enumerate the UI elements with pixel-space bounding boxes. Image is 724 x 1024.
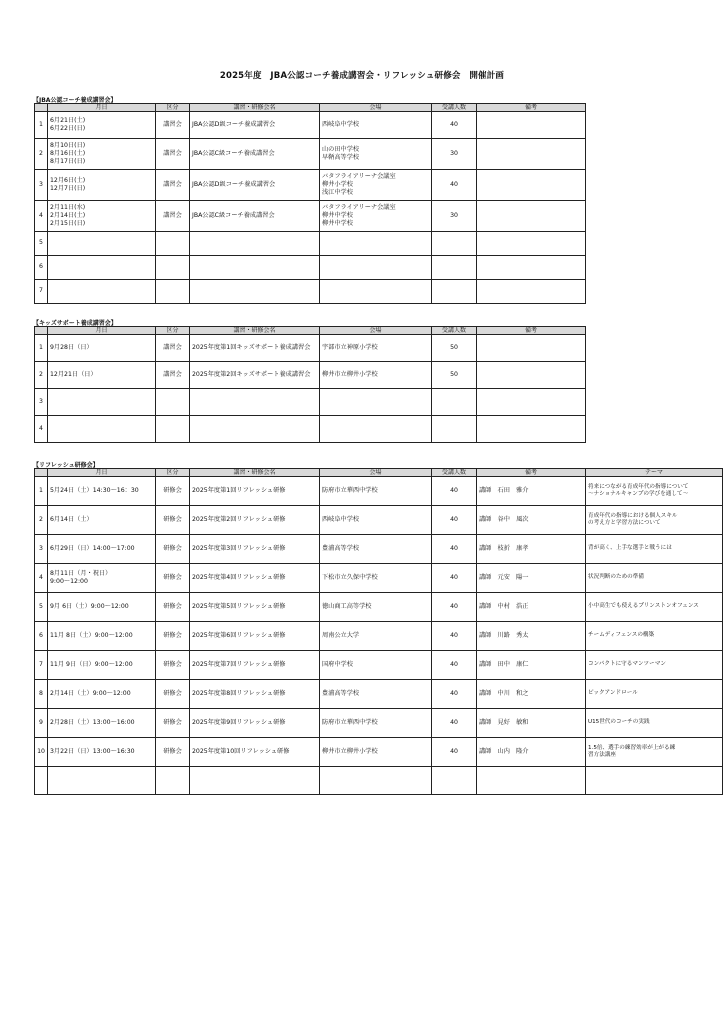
date-cell (48, 622, 156, 651)
table-row (35, 256, 586, 280)
header-count: 受講人数 (432, 104, 477, 112)
count-cell: 40 (432, 564, 477, 593)
count-cell: 40 (432, 535, 477, 564)
table-row (35, 564, 723, 593)
date-line: 11月 9日（日）9:00～12:00 (50, 660, 133, 668)
venue-line: バタフライアリーナ会議室 (322, 203, 396, 211)
row-number: 7 (35, 651, 48, 680)
theme-cell (586, 651, 723, 680)
theme-line: チームディフェンスの構築 (588, 632, 655, 639)
date-line: 9:00～12:00 (50, 578, 88, 585)
course-name-cell: 2025年度第8回リフレッシュ研修 (190, 680, 320, 709)
date-cell: 12月21日（日） (48, 362, 156, 389)
course-name-cell: 2025年度第10回リフレッシュ研修 (190, 738, 320, 767)
table-row (35, 709, 723, 738)
venue-cell: 徳山商工高等学校 (320, 593, 432, 622)
table-header-row (35, 469, 723, 477)
table-row (35, 170, 586, 201)
header-venue: 会場 (320, 469, 432, 477)
header-no (35, 469, 48, 477)
header-venue: 会場 (320, 104, 432, 112)
note-cell: 講師 川路 秀太 (477, 622, 586, 651)
count-cell (432, 280, 477, 304)
note-cell (477, 335, 586, 362)
count-cell (432, 767, 477, 795)
row-number: 1 (35, 335, 48, 362)
course-name-cell: JBA公認C級コーチ養成講習会 (190, 201, 320, 232)
table-row (35, 112, 586, 139)
theme-line: 背が高く、上手な選手と戦うには (588, 545, 672, 552)
note-cell (477, 280, 586, 304)
course-name-cell: 2025年度第7回リフレッシュ研修 (190, 651, 320, 680)
venue-cell: 宇部市立神原小学校 (320, 335, 432, 362)
category-cell: 研修会 (156, 477, 190, 506)
theme-cell (586, 738, 723, 767)
category-cell: 講習会 (156, 335, 190, 362)
coach-course-table (34, 103, 586, 304)
header-note: 備考 (477, 327, 586, 335)
count-cell: 40 (432, 738, 477, 767)
table-row (35, 232, 586, 256)
course-name-cell: JBA公認D級コーチ養成講習会 (190, 112, 320, 139)
venue-cell (320, 416, 432, 443)
note-cell: 講師 中村 浩正 (477, 593, 586, 622)
note-cell: 講師 田中 康仁 (477, 651, 586, 680)
date-line: 6月21日(土) (50, 116, 86, 124)
count-cell: 30 (432, 139, 477, 170)
row-number (35, 767, 48, 795)
venue-cell: 西岐阜中学校 (320, 506, 432, 535)
venue-cell (320, 256, 432, 280)
category-cell (156, 232, 190, 256)
course-name-cell: 2025年度第5回リフレッシュ研修 (190, 593, 320, 622)
header-no (35, 327, 48, 335)
course-name-cell (190, 389, 320, 416)
section-label-coach: 【JBA公認コーチ養成講習会】 (33, 97, 117, 104)
header-category: 区分 (156, 469, 190, 477)
course-name-cell: JBA公認D級コーチ養成講習会 (190, 170, 320, 201)
date-cell (48, 280, 156, 304)
venue-cell (320, 201, 432, 232)
date-line: 2月14日(土) (50, 211, 86, 219)
page-title: 2025年度 JBA公認コーチ養成講習会・リフレッシュ研修会 開催計画 (219, 71, 505, 81)
date-line: 9月 6日（土）9:00～12:00 (50, 602, 129, 610)
venue-line: 柳井中学校 (322, 220, 353, 228)
category-cell: 研修会 (156, 622, 190, 651)
date-cell (48, 416, 156, 443)
date-cell (48, 201, 156, 232)
count-cell: 40 (432, 622, 477, 651)
venue-cell (320, 389, 432, 416)
theme-cell (586, 564, 723, 593)
date-cell (48, 139, 156, 170)
count-cell: 30 (432, 201, 477, 232)
row-number: 9 (35, 709, 48, 738)
header-category: 区分 (156, 327, 190, 335)
row-number: 4 (35, 416, 48, 443)
kids-course-table (34, 326, 586, 443)
header-name: 講習・研修会名 (190, 469, 320, 477)
date-cell (48, 170, 156, 201)
count-cell (432, 256, 477, 280)
header-theme: テーマ (586, 469, 723, 477)
section-label-kids: 【キッズサポート養成講習会】 (33, 320, 117, 327)
venue-line: 早鞆高等学校 (322, 154, 360, 161)
note-cell: 講師 枝折 康孝 (477, 535, 586, 564)
count-cell (432, 232, 477, 256)
venue-line: バタフライアリーナ会議室 (322, 172, 396, 180)
course-name-cell: 2025年度第9回リフレッシュ研修 (190, 709, 320, 738)
header-name: 講習・研修会名 (190, 104, 320, 112)
theme-cell (586, 593, 723, 622)
theme-line: 1.5倍、選手の練習効率が上がる練 (588, 744, 676, 751)
note-cell (477, 389, 586, 416)
course-name-cell (190, 767, 320, 795)
date-cell (48, 535, 156, 564)
venue-line: 柳井中学校 (322, 211, 353, 219)
header-name: 講習・研修会名 (190, 327, 320, 335)
category-cell: 講習会 (156, 170, 190, 201)
category-cell (156, 280, 190, 304)
category-cell: 講習会 (156, 362, 190, 389)
row-number: 6 (35, 256, 48, 280)
venue-cell: 防府市立華西中学校 (320, 709, 432, 738)
table-row (35, 201, 586, 232)
category-cell: 研修会 (156, 651, 190, 680)
note-cell (477, 201, 586, 232)
date-cell: 9月28日（日） (48, 335, 156, 362)
category-cell: 研修会 (156, 593, 190, 622)
category-cell: 研修会 (156, 709, 190, 738)
note-cell (477, 416, 586, 443)
category-cell (156, 767, 190, 795)
header-date: 月日 (48, 327, 156, 335)
category-cell (156, 389, 190, 416)
category-cell: 講習会 (156, 201, 190, 232)
note-cell (477, 362, 586, 389)
venue-line: 浅江中学校 (322, 189, 353, 197)
course-name-cell: 2025年度第2回キッズサポート養成講習会 (190, 362, 320, 389)
date-cell (48, 564, 156, 593)
theme-line: 将来につながる育成年代の指導について (588, 483, 689, 490)
note-cell (477, 139, 586, 170)
category-cell (156, 256, 190, 280)
table-header-row (35, 104, 586, 112)
course-name-cell (190, 416, 320, 443)
date-line: 2月15日(日) (50, 220, 86, 228)
theme-line: ピックアンドロール (588, 690, 638, 697)
venue-line: 柳井小学校 (322, 180, 353, 188)
date-line: 2月28日（土）13:00～16:00 (50, 718, 135, 726)
row-number: 10 (35, 738, 48, 767)
header-date: 月日 (48, 104, 156, 112)
row-number: 3 (35, 389, 48, 416)
date-cell (48, 651, 156, 680)
category-cell: 研修会 (156, 506, 190, 535)
venue-cell (320, 170, 432, 201)
date-cell (48, 256, 156, 280)
count-cell: 40 (432, 680, 477, 709)
date-line: 12月7日(日) (50, 185, 86, 192)
row-number: 5 (35, 232, 48, 256)
venue-cell: 柳井市立柳井小学校 (320, 738, 432, 767)
venue-cell: 国府中学校 (320, 651, 432, 680)
date-line: 2月14日（土）9:00～12:00 (50, 689, 131, 697)
venue-cell: 周南公立大学 (320, 622, 432, 651)
theme-line: 習方法講座 (588, 752, 616, 758)
category-cell (156, 416, 190, 443)
table-row (35, 389, 586, 416)
note-cell: 講師 元安 陽一 (477, 564, 586, 593)
note-cell: 講師 中川 和之 (477, 680, 586, 709)
note-cell (477, 232, 586, 256)
row-number: 1 (35, 112, 48, 139)
venue-cell: 豊浦高等学校 (320, 535, 432, 564)
venue-line: 山の田中学校 (322, 145, 360, 153)
venue-cell (320, 139, 432, 170)
date-line: 6月14日（土） (50, 515, 93, 523)
table-row (35, 767, 723, 795)
header-note: 備考 (477, 469, 586, 477)
count-cell: 40 (432, 506, 477, 535)
note-cell: 講師 谷中 風次 (477, 506, 586, 535)
header-no (35, 104, 48, 112)
row-number: 7 (35, 280, 48, 304)
theme-line: 小中高生でも使えるプリンストンオフェンス (588, 603, 699, 610)
note-cell: 講師 石田 雅介 (477, 477, 586, 506)
venue-cell (320, 112, 432, 139)
count-cell: 40 (432, 593, 477, 622)
date-line: 3月22日（日）13:00～16:30 (50, 747, 135, 755)
date-cell (48, 112, 156, 139)
date-line: 12月6日(土) (50, 176, 86, 184)
header-count: 受講人数 (432, 469, 477, 477)
table-row (35, 651, 723, 680)
theme-line: 状況判断のための準備 (588, 574, 644, 581)
count-cell: 50 (432, 335, 477, 362)
date-cell (48, 389, 156, 416)
date-line: 6月22日(日) (50, 125, 86, 132)
theme-cell (586, 709, 723, 738)
theme-line: 育成年代の指導における個人スキル (588, 512, 678, 519)
table-row (35, 506, 723, 535)
date-cell (48, 709, 156, 738)
note-cell (477, 767, 586, 795)
note-cell: 講師 山内 隆介 (477, 738, 586, 767)
header-category: 区分 (156, 104, 190, 112)
theme-cell (586, 622, 723, 651)
table-row (35, 335, 586, 362)
header-venue: 会場 (320, 327, 432, 335)
venue-line: 西岐阜中学校 (322, 120, 360, 128)
table-row (35, 593, 723, 622)
table-row (35, 477, 723, 506)
theme-line: U15世代のコーチの実践 (588, 719, 650, 726)
theme-cell (586, 767, 723, 795)
category-cell: 研修会 (156, 738, 190, 767)
venue-cell (320, 280, 432, 304)
date-cell (48, 477, 156, 506)
venue-cell: 防府市立華西中学校 (320, 477, 432, 506)
count-cell (432, 389, 477, 416)
date-line: 8月11日（月・祝日） (50, 569, 112, 577)
header-count: 受講人数 (432, 327, 477, 335)
row-number: 2 (35, 139, 48, 170)
count-cell: 50 (432, 362, 477, 389)
date-line: 6月29日（日）14:00～17:00 (50, 544, 135, 552)
row-number: 4 (35, 564, 48, 593)
date-line: 8月17日(日) (50, 158, 86, 166)
theme-cell (586, 506, 723, 535)
course-name-cell (190, 232, 320, 256)
category-cell: 講習会 (156, 139, 190, 170)
theme-line: ～ナショナルキャンプの学びを通して～ (588, 491, 689, 497)
table-row (35, 139, 586, 170)
venue-cell: 豊浦高等学校 (320, 680, 432, 709)
theme-cell (586, 477, 723, 506)
row-number: 6 (35, 622, 48, 651)
category-cell: 研修会 (156, 564, 190, 593)
section-label-refresh: 【リフレッシュ研修会】 (33, 462, 99, 469)
row-number: 2 (35, 362, 48, 389)
note-cell (477, 256, 586, 280)
date-cell (48, 680, 156, 709)
table-row (35, 680, 723, 709)
count-cell (432, 416, 477, 443)
course-name-cell (190, 256, 320, 280)
date-cell (48, 593, 156, 622)
course-name-cell: 2025年度第3回リフレッシュ研修 (190, 535, 320, 564)
count-cell: 40 (432, 709, 477, 738)
count-cell: 40 (432, 112, 477, 139)
date-cell (48, 738, 156, 767)
date-cell (48, 232, 156, 256)
row-number: 3 (35, 535, 48, 564)
theme-line: コンパクトに守るマンツーマン (588, 661, 666, 668)
header-date: 月日 (48, 469, 156, 477)
count-cell: 40 (432, 170, 477, 201)
course-name-cell: 2025年度第1回キッズサポート養成講習会 (190, 335, 320, 362)
table-row (35, 738, 723, 767)
row-number: 8 (35, 680, 48, 709)
date-line: 8月16日(土) (50, 149, 86, 157)
header-note: 備考 (477, 104, 586, 112)
row-number: 1 (35, 477, 48, 506)
date-line: 5月24日（土）14:30～16：30 (50, 486, 139, 494)
date-cell (48, 506, 156, 535)
table-row (35, 362, 586, 389)
count-cell: 40 (432, 651, 477, 680)
theme-cell (586, 535, 723, 564)
theme-line: の考え方と学習方法について (588, 520, 661, 526)
course-name-cell: 2025年度第6回リフレッシュ研修 (190, 622, 320, 651)
refresh-course-table (34, 468, 723, 795)
row-number: 2 (35, 506, 48, 535)
table-header-row (35, 327, 586, 335)
table-row (35, 280, 586, 304)
row-number: 4 (35, 201, 48, 232)
note-cell (477, 112, 586, 139)
note-cell (477, 170, 586, 201)
count-cell: 40 (432, 477, 477, 506)
date-line: 11月 8日（土）9:00～12:00 (50, 631, 133, 639)
table-row (35, 622, 723, 651)
date-line: 2月11日(水) (50, 203, 86, 211)
row-number: 3 (35, 170, 48, 201)
venue-cell (320, 232, 432, 256)
category-cell: 研修会 (156, 680, 190, 709)
date-cell (48, 767, 156, 795)
course-name-cell (190, 280, 320, 304)
course-name-cell: JBA公認C級コーチ養成講習会 (190, 139, 320, 170)
course-name-cell: 2025年度第4回リフレッシュ研修 (190, 564, 320, 593)
venue-cell: 下松市立久保中学校 (320, 564, 432, 593)
date-line: 8月10日(日) (50, 141, 86, 149)
venue-cell (320, 767, 432, 795)
venue-cell: 柳井市立柳井小学校 (320, 362, 432, 389)
course-name-cell: 2025年度第2回リフレッシュ研修 (190, 506, 320, 535)
table-row (35, 416, 586, 443)
category-cell: 研修会 (156, 535, 190, 564)
category-cell: 講習会 (156, 112, 190, 139)
theme-cell (586, 680, 723, 709)
note-cell: 講師 見好 敏和 (477, 709, 586, 738)
table-row (35, 535, 723, 564)
row-number: 5 (35, 593, 48, 622)
course-name-cell: 2025年度第1回リフレッシュ研修 (190, 477, 320, 506)
